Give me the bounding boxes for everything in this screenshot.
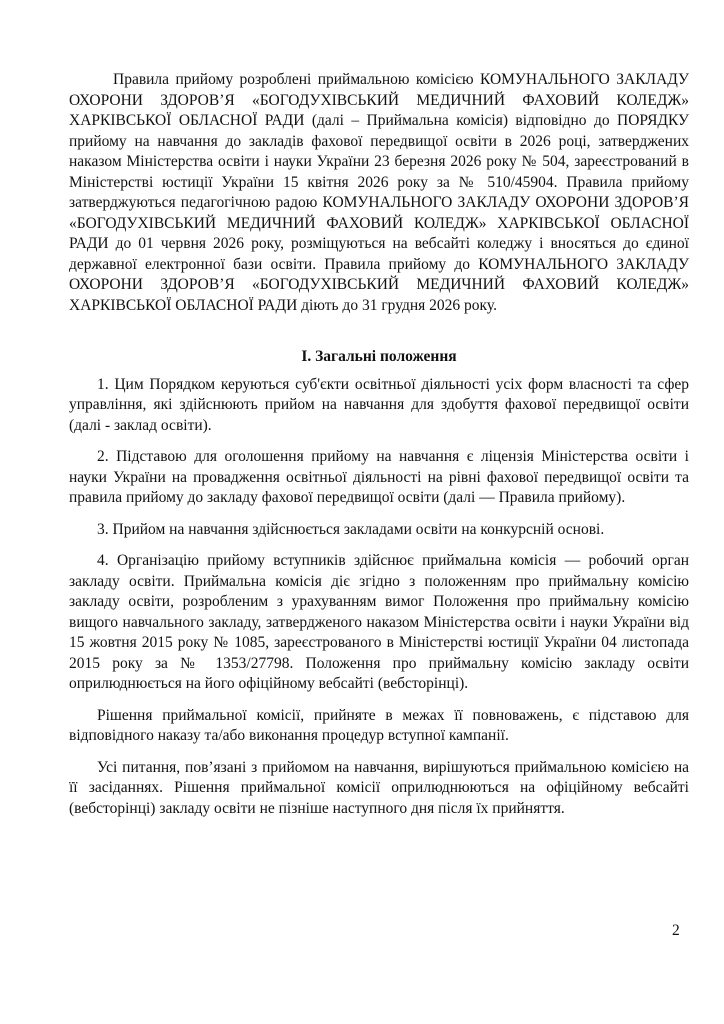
- page-number: 2: [672, 922, 680, 939]
- paragraph-3: 3. Прийом на навчання здійснюється закладами освіти на конкурсній основі.: [97, 520, 605, 538]
- document-body: [69, 70, 689, 819]
- paragraph-5: Рішення приймальної комісії, прийняте в межах її повноважень, є підставою для відповідного наказу та/або виконання процедур вступної кампанії.: [69, 706, 689, 744]
- paragraph-4: 4. Організацію прийому вступників здійснює приймальна комісія — робочий орган закладу освіти. Приймальна комісія діє згідно з положенням про приймальну комісію закладу освіти, розробленим з урахуванням вимог Положення про приймальну комісію вищого навчального закладу, затвердженого наказом Міністерства освіти і науки України від 15 жовтня 2015 року № 1085, зареєстрованого в Міністерстві юстиції України 04 листопада 2015 року за № 1353/27798. Положення про приймальну комісію закладу освіти оприлюднюється на його офіційному вебсайті (вебсторінці).: [69, 552, 689, 692]
- intro-paragraph: Правила прийому розроблені приймальною комісією КОМУНАЛЬНОГО ЗАКЛАДУ ОХОРОНИ ЗДОРОВ’Я «БОГОДУХІВСЬКИЙ МЕДИЧНИЙ ФАХОВИЙ КОЛЕДЖ» ХАРКІВСЬКОЇ ОБЛАСНОЇ РАДИ (далі – Приймальна комісія) відповідно до ПОРЯДКУ прийому на навчання до закладів фахової передвищої освіти в 2026 році, затверджених наказом Міністерства освіти і науки України 23 березня 2026 року № 504, зареєстрований в Міністерстві юстиції України 15 квітня 2026 року за № 510/45904. Правила прийому затверджуються педагогічною радою КОМУНАЛЬНОГО ЗАКЛАДУ ОХОРОНИ ЗДОРОВ’Я «БОГОДУХІВСЬКИЙ МЕДИЧНИЙ ФАХОВИЙ КОЛЕДЖ» ХАРКІВСЬКОЇ ОБЛАСНОЇ РАДИ до 01 червня 2026 року, розміщуються на вебсайті коледжу і вносяться до єдиної державної електронної бази освіти. Правила прийому до КОМУНАЛЬНОГО ЗАКЛАДУ ОХОРОНИ ЗДОРОВ’Я «БОГОДУХІВСЬКИЙ МЕДИЧНИЙ ФАХОВИЙ КОЛЕДЖ» ХАРКІВСЬКОЇ ОБЛАСНОЇ РАДИ діють до 31 грудня 2026 року.: [69, 71, 689, 314]
- paragraph-1: 1. Цим Порядком керуються суб'єкти освітньої діяльності усіх форм власності та сфер управління, які здійснюють прийом на навчання для здобуття фахової передвищої освіти (далі - заклад освіти).: [69, 375, 689, 434]
- section-heading: І. Загальні положення: [301, 348, 457, 365]
- paragraph-6: Усі питання, пов’язані з прийомом на навчання, вирішуються приймальною комісією на її засіданнях. Рішення приймальної комісії оприлюднюються на офіційному вебсайті (вебсторінці) закладу освіти не пізніше наступного дня після їх прийняття.: [69, 758, 689, 817]
- paragraph-2: 2. Підставою для оголошення прийому на навчання є ліцензія Міністерства освіти і науки України на провадження освітньої діяльності на рівні фахової передвищої освіти та правила прийому до закладу фахової передвищої освіти (далі — Правила прийому).: [69, 448, 689, 506]
